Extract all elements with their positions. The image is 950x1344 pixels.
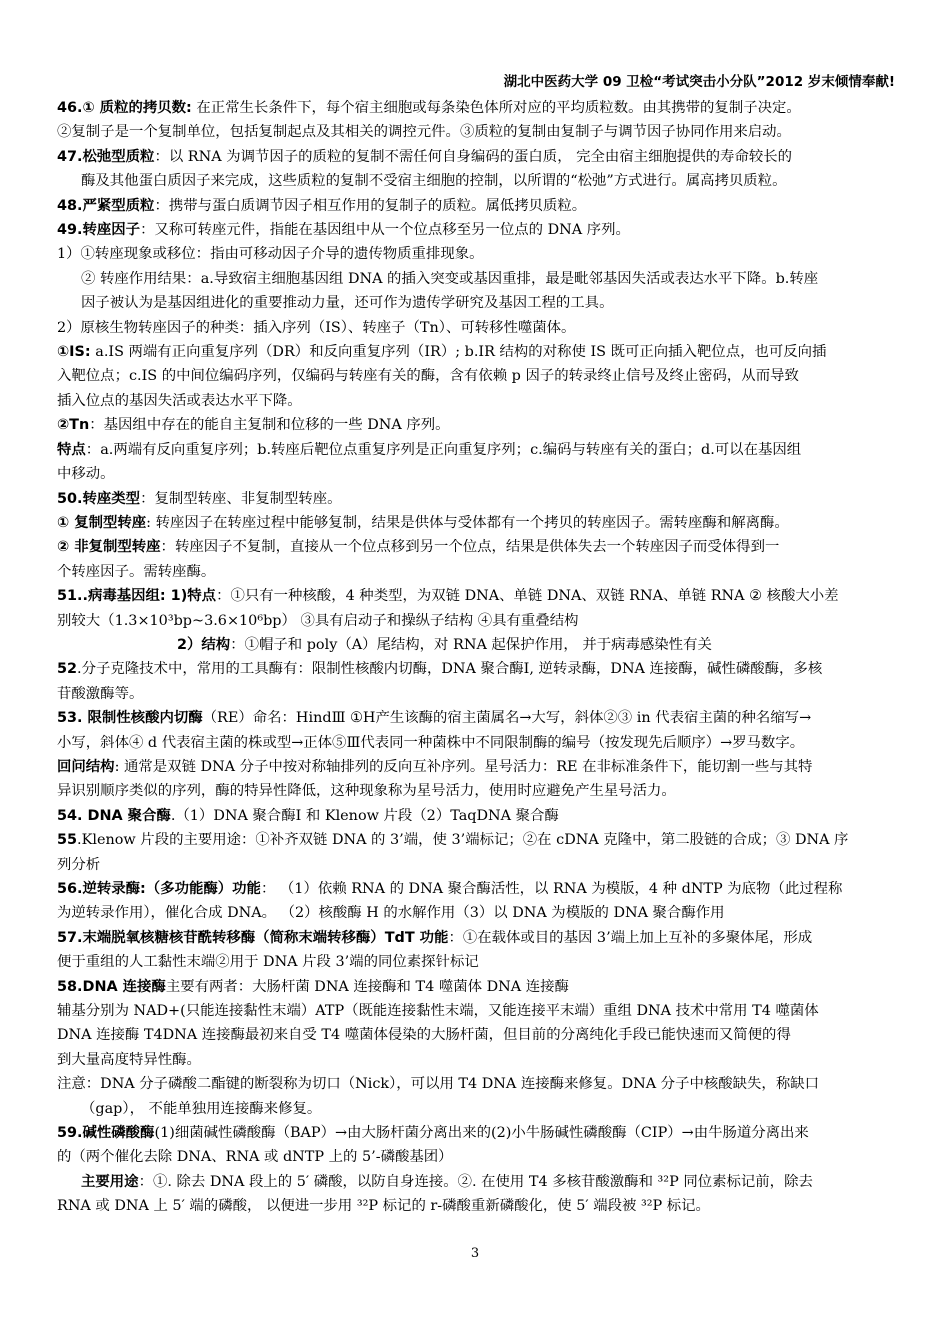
text-line	[57, 413, 895, 437]
text-line	[57, 535, 895, 559]
text-line	[57, 877, 895, 901]
text-line	[57, 364, 895, 388]
line-text: ②复制子是一个复制单位，包括复制起点及其相关的调控元件。③质粒的复制由复制子与调节因子协同作用来启动。	[57, 124, 791, 141]
text-line	[57, 389, 895, 413]
text-line	[57, 828, 895, 852]
bold-term: 57.末端脱氧核糖核苷酰转移酶（简称末端转移酶）TdT 功能	[57, 929, 449, 946]
text-line	[57, 242, 895, 266]
line-text: RNA 或 DNA 上 5′ 端的磷酸， 以便进一步用 ³²P 标记的 r-磷酸重新磷酸化，使 5′ 端段被 ³²P 标记。	[57, 1198, 710, 1215]
bold-term: 53. 限制性核酸内切酶	[57, 710, 203, 727]
text-line	[57, 462, 895, 486]
line-text: 到大量高度特异性酶。	[57, 1051, 201, 1068]
bold-term: 58.DNA 连接酶	[57, 978, 166, 995]
line-text: （gap）， 不能单独用连接酶来修复。	[81, 1100, 322, 1117]
line-text: ：a.两端有反向重复序列；b.转座后靶位点重复序列是正向重复序列；c.编码与转座有关的蛋白；d.可以在基因组	[85, 441, 802, 458]
line-text: .（1）DNA 聚合酶Ⅰ 和 Klenow 片段（2）TaqDNA 聚合酶	[170, 807, 559, 824]
line-text: 在正常生长条件下，每个宿主细胞或每条染色体所对应的平均质粒数。由其携带的复制子决定。	[191, 100, 801, 116]
bold-term: 50.转座类型	[57, 490, 141, 507]
text-line	[57, 804, 895, 828]
line-text: : 转座因子在转座过程中能够复制，结果是供体与受体都有一个拷贝的转座因子。需转座酶和解离酶。	[146, 514, 789, 531]
text-line	[57, 682, 895, 706]
text-line	[57, 316, 895, 340]
text-line	[57, 169, 895, 193]
bold-term: 2）结构	[177, 636, 231, 653]
line-text: ：①帽子和 poly（A）尾结构，对 RNA 起保护作用， 并于病毒感染性有关	[230, 636, 712, 653]
text-line	[57, 1121, 895, 1145]
page-number: 3	[470, 1246, 480, 1261]
line-text: (1)细菌碱性磷酸酶（BAP）→由大肠杆菌分离出来的(2)小牛肠碱性磷酸酶（CIP）→由牛肠道分离出来	[154, 1125, 809, 1142]
line-text: 1）①转座现象或移位：指由可移动因子介导的遗传物质重排现象。	[57, 246, 484, 263]
text-line	[57, 511, 895, 535]
text-line	[57, 706, 895, 730]
text-line	[57, 657, 895, 681]
line-text: 插入位点的基因失活或表达水平下降。	[57, 392, 302, 409]
line-text: 入靶位点；c.IS 的中间位编码序列，仅编码与转座有关的酶，含有依赖 p 因子的转录终止信号及终止密码，从而导致	[57, 368, 799, 385]
text-line	[57, 950, 895, 974]
bold-term: 主要用途	[81, 1173, 139, 1190]
bold-term: 回问结构	[57, 758, 115, 775]
text-line	[57, 584, 895, 608]
line-text: 2）原核生物转座因子的种类：插入序列（IS）、转座子（Tn）、可转移性噬菌体。	[57, 319, 576, 336]
text-line	[57, 96, 895, 120]
line-text: ：转座因子不复制，直接从一个位点移到另一个位点，结果是供体失去一个转座因子而受体得到一	[160, 539, 780, 556]
line-text: ：又称可转座元件，指能在基因组中从一个位点移至另一位点的 DNA 序列。	[140, 222, 630, 239]
text-line	[57, 120, 895, 144]
line-text: 小写，斜体④ d 代表宿主菌的株或型→正体⑤Ⅲ代表同一种菌株中不同限制酶的编号（按发现先后顺序）→罗马数字。	[57, 734, 805, 751]
bold-term: 46.① 质粒的拷贝数:	[57, 100, 192, 116]
line-text: 辅基分别为 NAD+(只能连接黏性末端）ATP（既能连接黏性末端，又能连接平末端）重组 DNA 技术中常用 T4 噬菌体	[57, 1003, 819, 1020]
text-line	[57, 267, 895, 291]
page-header: 湖北中医药大学 09 卫检“考试突击小分队”2012 岁末倾情奉献!	[503, 74, 895, 90]
bold-term: 56.逆转录酶:（多功能酶）功能	[57, 881, 261, 897]
text-line	[57, 291, 895, 315]
line-text: 酶及其他蛋白质因子来完成，这些质粒的复制不受宿主细胞的控制，以所谓的“松弛”方式进行。属高拷贝质粒。	[81, 173, 787, 190]
line-text: 别较大（1.3×10³bp~3.6×10⁶bp） ③具有启动子和操纵子结构 ④具有重叠结构	[57, 612, 579, 629]
text-line	[57, 487, 895, 511]
text-line	[57, 145, 895, 169]
line-text: 苷酸激酶等。	[57, 685, 144, 702]
line-text: ：①只有一种核酸，4 种类型，为双链 DNA、单链 DNA、双链 RNA、单链 RNA ② 核酸大小差	[216, 588, 839, 605]
line-text: : 通常是双链 DNA 分子中按对称轴排列的反向互补序列。星号活力：RE 在非标准条件下，能切割一些与其特	[114, 758, 813, 775]
text-line	[57, 999, 895, 1023]
line-text: ：①在载体或目的基因 3’端上加上互补的多聚体尾，形成	[448, 929, 813, 946]
text-line	[57, 1170, 895, 1194]
text-line	[57, 1023, 895, 1047]
text-line	[57, 755, 895, 779]
text-line	[57, 1097, 895, 1121]
text-line	[57, 438, 895, 462]
text-line	[57, 731, 895, 755]
line-text: 中移动。	[57, 466, 115, 483]
bold-term: 52	[57, 661, 78, 678]
bold-term: ① 复制型转座	[57, 514, 147, 531]
line-text: 主要有两者：大肠杆菌 DNA 连接酶和 T4 噬菌体 DNA 连接酶	[165, 978, 569, 995]
line-text: ② 转座作用结果：a.导致宿主细胞基因组 DNA 的插入突变或基因重排，最是毗邻基因失活或表达水平下降。b.转座	[81, 270, 819, 287]
line-text: 异识别顺序类似的序列，酶的特异性降低，这种现象称为星号活力，使用时应避免产生星号活力。	[57, 783, 676, 800]
text-line	[57, 340, 895, 364]
line-text: 便于重组的人工黏性末端②用于 DNA 片段 3’端的同位素探针标记	[57, 954, 479, 971]
line-text: .分子克隆技术中，常用的工具酶有：限制性核酸内切酶，DNA 聚合酶Ⅰ, 逆转录酶，DNA 连接酶，碱性磷酸酶，多核	[77, 661, 823, 678]
bold-term: ②Tn	[57, 417, 90, 434]
line-text: a.IS 两端有正向重复序列（DR）和反向重复序列（IR）; b.IR 结构的对称使 IS 既可正向插入靶位点，也可反向插	[90, 344, 827, 361]
line-text: .Klenow 片段的主要用途：①补齐双链 DNA 的 3’端，使 3’端标记；②在 cDNA 克隆中，第二股链的合成；③ DNA 序	[77, 832, 849, 849]
line-text: ：①. 除去 DNA 段上的 5′ 磷酸，以防自身连接。②. 在使用 T4 多核苷酸激酶和 ³²P 同位素标记前，除去	[138, 1173, 813, 1190]
text-line	[57, 609, 895, 633]
text-line	[57, 1194, 895, 1218]
text-line	[57, 779, 895, 803]
line-text: ：携带与蛋白质调节因子相互作用的复制子的质粒。属低拷贝质粒。	[154, 197, 587, 214]
text-line	[57, 1145, 895, 1169]
bold-term: 49.转座因子	[57, 222, 141, 239]
line-text: 个转座因子。需转座酶。	[57, 563, 216, 580]
line-text: 列分析	[57, 856, 101, 873]
line-text: ：以 RNA 为调节因子的质粒的复制不需任何自身编码的蛋白质， 完全由宿主细胞提供的寿命较长的	[154, 148, 793, 165]
bold-term: ①IS:	[57, 344, 91, 361]
text-line	[57, 560, 895, 584]
line-text: （RE）命名：HindⅢ ①H产生该酶的宿主菌属名→大写，斜体②③ in 代表宿主菌的种名缩写→	[202, 710, 812, 727]
line-text: ：复制型转座、非复制型转座。	[140, 490, 342, 507]
line-text: 注意：DNA 分子磷酸二酯键的断裂称为切口（Nick），可以用 T4 DNA 连接酶来修复。DNA 分子中核酸缺失，称缺口	[57, 1076, 819, 1093]
text-line	[57, 926, 895, 950]
bold-term: 51..病毒基因组: 1)特点	[57, 588, 217, 605]
text-line	[57, 975, 895, 999]
bold-term: 48.严紧型质粒	[57, 197, 155, 214]
bold-term: 59.碱性磷酸酶	[57, 1125, 155, 1142]
text-line	[57, 1048, 895, 1072]
line-text: ：基因组中存在的能自主复制和位移的一些 DNA 序列。	[89, 417, 450, 434]
bold-term: ② 非复制型转座	[57, 539, 161, 556]
text-line	[57, 194, 895, 218]
bold-term: 54. DNA 聚合酶	[57, 807, 171, 824]
line-text: 为逆转录作用），催化合成 DNA。 （2）核酸酶 H 的水解作用（3）以 DNA 为模版的 DNA 聚合酶作用	[57, 905, 725, 922]
line-text: 的（两个催化去除 DNA、RNA 或 dNTP 上的 5’-磷酸基团）	[57, 1149, 453, 1166]
line-text: DNA 连接酶 T4DNA 连接酶最初来自受 T4 噬菌体侵染的大肠杆菌，但目前的分离纯化手段已能快速而又简便的得	[57, 1027, 791, 1044]
text-line	[57, 1072, 895, 1096]
bold-term: 55	[57, 832, 78, 849]
text-line	[57, 853, 895, 877]
document-body	[57, 96, 895, 1219]
bold-term: 特点	[57, 441, 86, 458]
text-line	[57, 901, 895, 925]
text-line	[57, 218, 895, 242]
text-line	[57, 633, 895, 657]
bold-term: 47.松弛型质粒	[57, 148, 155, 165]
line-text: ： （1）依赖 RNA 的 DNA 聚合酶活性，以 RNA 为模版，4 种 dNTP 为底物（此过程称	[260, 881, 843, 897]
line-text: 因子被认为是基因组进化的重要推动力量，还可作为遗传学研究及基因工程的工具。	[81, 295, 614, 312]
